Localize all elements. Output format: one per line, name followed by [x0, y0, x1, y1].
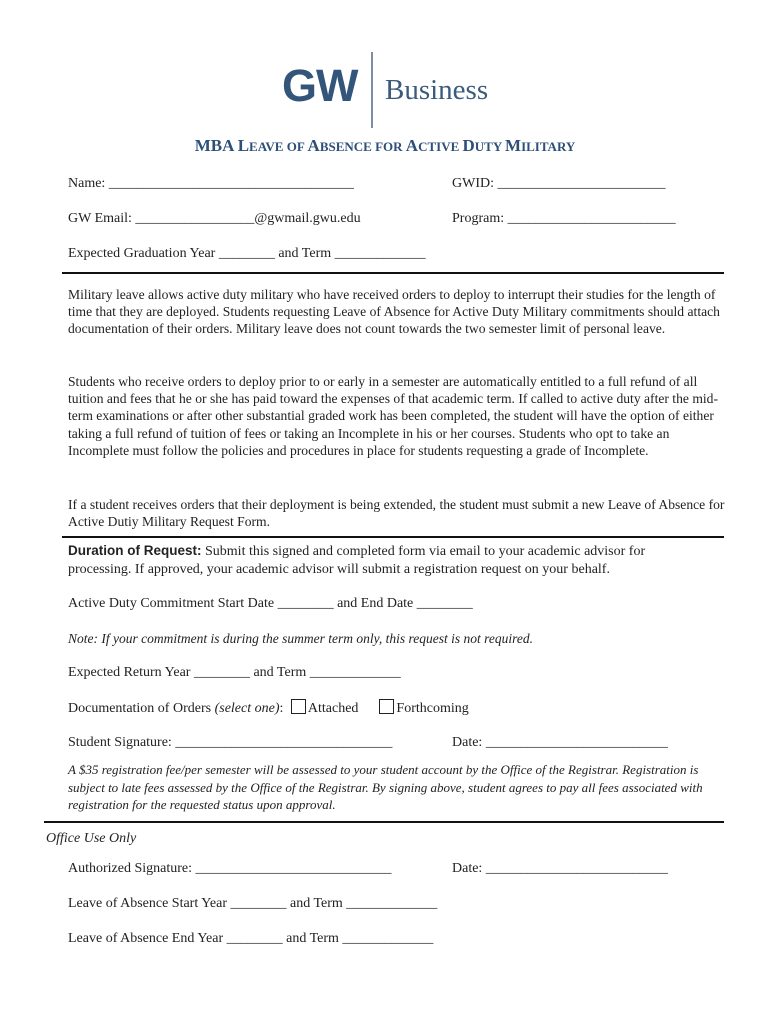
office-divider: [44, 821, 724, 823]
name-field[interactable]: Name: ___________________________________: [68, 176, 354, 191]
attached-label: Attached: [307, 701, 359, 716]
title-part: BSENCE FOR: [319, 139, 406, 154]
section-divider: [62, 536, 724, 538]
policy-paragraph-2: Students who receive orders to deploy prior to or early in a semester are automatically entitled to a full refund of all tuition and fees that he or she has paid toward the expenses of that academic term. If called to active duty after the mid-term examinations or after other substantial graded work has been completed, the student will have the option of either taking a full refund of tuition of fees or taking an Incomplete in his or her courses. Students who opt to take an Incomplete must follow the policies and procedures in place for students requesting a grade of Incomplete.: [68, 374, 718, 458]
return-field[interactable]: Expected Return Year ________ and Term _____________: [68, 665, 401, 680]
gw-logo-mark: GW: [282, 60, 358, 111]
email-field[interactable]: GW Email: _________________@gwmail.gwu.edu: [68, 211, 361, 226]
student-signature-field[interactable]: Student Signature: _______________________________: [68, 735, 393, 750]
forthcoming-checkbox[interactable]: [379, 699, 394, 714]
documentation-colon: :: [279, 701, 284, 716]
attached-checkbox[interactable]: [291, 699, 306, 714]
commitment-dates-field[interactable]: Active Duty Commitment Start Date ________ and End Date ________: [68, 596, 473, 611]
gw-logo-unit: Business: [385, 74, 489, 106]
title-part: EAVE OF: [249, 139, 308, 154]
documentation-hint: (select one): [214, 701, 280, 716]
duration-text-1: Submit this signed and completed form via email to your academic advisor for: [201, 544, 646, 559]
title-part: ILITARY: [521, 139, 576, 154]
title-part: CTIVE: [418, 139, 463, 154]
title-part: UTY: [474, 139, 506, 154]
title-part: A: [405, 136, 419, 155]
title-part: A: [307, 136, 320, 155]
program-field[interactable]: Program: ________________________: [452, 211, 676, 226]
form-title: [0, 136, 770, 156]
graduation-field[interactable]: Expected Graduation Year ________ and Term _____________: [68, 246, 426, 261]
office-use-heading: Office Use Only: [46, 831, 137, 846]
documentation-label: Documentation of Orders: [68, 701, 215, 716]
documentation-row: [68, 699, 469, 717]
duration-text-2: processing. If approved, your academic advisor will submit a registration request on your behalf.: [68, 562, 610, 577]
summer-note: Note: If your commitment is during the summer term only, this request is not required.: [68, 631, 533, 646]
section-divider: [62, 272, 724, 274]
student-date-field[interactable]: Date: __________________________: [452, 735, 668, 750]
title-part: D: [462, 136, 475, 155]
title-part: MBA L: [194, 136, 250, 155]
policy-paragraph-1: Military leave allows active duty military who have received orders to deploy to interrupt their studies for the length of time that they are deployed. Students requesting Leave of Absence for Active Duty Military commitments should attach documentation of their orders. Military leave does not count towards the two semester limit of personal leave.: [68, 287, 720, 337]
gwid-field[interactable]: GWID: ________________________: [452, 176, 666, 191]
office-date-field[interactable]: Date: __________________________: [452, 861, 668, 876]
fee-notice: A $35 registration fee/per semester will be assessed to your student account by the Office of the Registrar. Registration is subject to late fees assessed by the Office of the Registrar. By signing above, student agrees to pay all fees associated with registration for the requested status upon approval.: [68, 762, 703, 812]
logo-divider: [371, 52, 373, 128]
leave-start-field[interactable]: Leave of Absence Start Year ________ and Term _____________: [68, 896, 438, 911]
duration-label: Duration of Request:: [68, 543, 202, 558]
duration-line-1: [68, 542, 645, 560]
title-part: M: [505, 136, 522, 155]
authorized-signature-field[interactable]: Authorized Signature: ____________________________: [68, 861, 392, 876]
leave-end-field[interactable]: Leave of Absence End Year ________ and Term _____________: [68, 931, 434, 946]
policy-paragraph-3: If a student receives orders that their deployment is being extended, the student must submit a new Leave of Absence for Active Dutiy Military Request Form.: [68, 497, 725, 530]
forthcoming-label: Forthcoming: [396, 701, 469, 716]
